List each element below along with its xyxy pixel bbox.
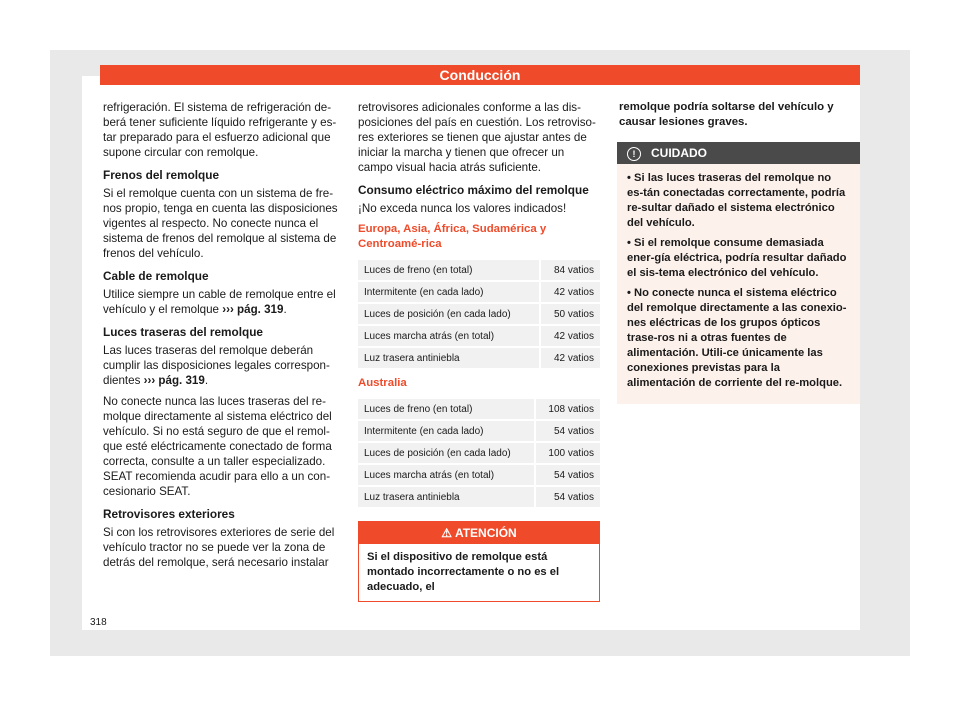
warning-triangle-icon: ⚠ <box>441 526 455 540</box>
table-row <box>358 304 600 324</box>
column-2 <box>358 100 600 602</box>
info-circle-icon: ! <box>627 147 641 161</box>
paragraph: refrigeración. El sistema de refrigeración de-berá tener suficiente líquido refrigerante y es-tar preparado para el esfuerzo adicional que supone circular con remolque. <box>103 101 337 159</box>
region-heading-europe: Europa, Asia, África, Sudamérica y Centroamé-rica <box>358 223 547 250</box>
caution-title: CUIDADO <box>651 146 707 160</box>
table-cell-value: 108 vatios <box>534 399 600 419</box>
warning-header <box>359 522 599 544</box>
heading-mirrors: Retrovisores exteriores <box>103 507 235 521</box>
heading-lights: Luces traseras del remolque <box>103 325 263 339</box>
table-cell-value: 42 vatios <box>539 282 600 302</box>
page-reference-link[interactable]: ››› pág. 319 <box>222 303 284 316</box>
section-header: Conducción <box>100 65 860 85</box>
warning-box <box>358 521 600 602</box>
table-cell-value: 42 vatios <box>539 348 600 368</box>
paragraph: No conecte nunca las luces traseras del re-molque directamente al sistema eléctrico del vehículo. Si no está seguro de que el remol-que esté eléctricamente conectado de forma correcta, consulte a un taller especializado. SEAT recomienda acudir para ello a un con-cesionario SEAT. <box>103 395 332 498</box>
caution-item <box>627 286 850 391</box>
caution-item-text: Si el remolque consume demasiada ener-gía eléctrica, podría resultar dañado el sis-tema electrónico del vehículo. <box>627 237 847 279</box>
table-cell-value: 84 vatios <box>539 260 600 280</box>
table-cell-value: 100 vatios <box>534 443 600 463</box>
warning-text: Si el dispositivo de remolque está montado incorrectamente o no es el adecuado, el <box>367 551 560 593</box>
table-cell-label: Luces marcha atrás (en total) <box>358 465 534 485</box>
column-1 <box>103 100 341 576</box>
table-row <box>358 260 600 280</box>
table-row <box>358 348 600 368</box>
paragraph: Las luces traseras del remolque deberán cumplir las disposiciones legales correspon-dientes ››› pág. 319. <box>103 344 330 387</box>
region-heading-australia: Australia <box>358 377 407 389</box>
paragraph: Si el remolque cuenta con un sistema de fre-nos propio, tenga en cuenta las disposiciones vigentes al respecto. No conecte nunca el sistema de frenos del remolque al sistema de frenos del vehículo. <box>103 187 338 260</box>
table-row <box>358 443 600 463</box>
paragraph-text: Las luces traseras del remolque deberán cumplir las disposiciones legales correspon-dientes <box>103 344 330 387</box>
caution-item <box>627 171 850 231</box>
table-cell-value: 54 vatios <box>534 487 600 507</box>
caution-header <box>617 142 860 164</box>
table-cell-label: Luces de posición (en cada lado) <box>358 443 534 463</box>
paragraph: retrovisores adicionales conforme a las dis-posiciones del país en cuestión. Los retroviso-res exteriores se tienen que ajustar antes de iniciar la marcha y tienen que ofrecer un campo visual hacia atrás suficiente. <box>358 101 596 174</box>
paragraph: Utilice siempre un cable de remolque entre el vehículo y el remolque ››› pág. 319. <box>103 288 336 316</box>
caution-item-text: Si las luces traseras del remolque no es-tán conectadas correctamente, podría re-sultar dañado el sistema electrónico del vehículo. <box>627 172 846 229</box>
consumption-table-australia <box>358 397 600 509</box>
table-cell-value: 54 vatios <box>534 421 600 441</box>
caution-list <box>617 164 860 404</box>
table-cell-value: 54 vatios <box>534 465 600 485</box>
table-row <box>358 421 600 441</box>
table-cell-label: Luces marcha atrás (en total) <box>358 326 539 346</box>
page-reference-link[interactable]: ››› pág. 319 <box>143 374 205 387</box>
page-number: 318 <box>90 617 107 628</box>
table-row <box>358 487 600 507</box>
table-cell-value: 42 vatios <box>539 326 600 346</box>
warning-continuation: remolque podría soltarse del vehículo y causar lesiones graves. <box>619 101 834 128</box>
warning-title: ATENCIÓN <box>454 526 517 540</box>
table-row <box>358 282 600 302</box>
heading-cable: Cable de remolque <box>103 269 209 283</box>
caution-box <box>617 142 860 404</box>
paragraph: ¡No exceda nunca los valores indicados! <box>358 202 567 215</box>
caution-item-text: No conecte nunca el sistema eléctrico del remolque directamente a las conexio-nes eléctricas de los grupos ópticos trase-ros ni a otras fuentes de alimentación. Utili-ce únicamente las conexiones previstas para la alimentación de corriente del re-molque. <box>627 287 847 389</box>
table-cell-label: Luces de freno (en total) <box>358 260 539 280</box>
table-cell-label: Luz trasera antiniebla <box>358 348 539 368</box>
heading-brakes: Frenos del remolque <box>103 168 220 182</box>
paragraph-text: Utilice siempre un cable de remolque entre el vehículo y el remolque <box>103 288 336 316</box>
table-cell-value: 50 vatios <box>539 304 600 324</box>
consumption-table-europe <box>358 258 600 370</box>
table-cell-label: Intermitente (en cada lado) <box>358 421 534 441</box>
table-cell-label: Intermitente (en cada lado) <box>358 282 539 302</box>
table-cell-label: Luces de posición (en cada lado) <box>358 304 539 324</box>
caution-item <box>627 236 850 281</box>
heading-consumption: Consumo eléctrico máximo del remolque <box>358 183 589 197</box>
paragraph: Si con los retrovisores exteriores de serie del vehículo tractor no se puede ver la zona de detrás del remolque, será necesario instalar <box>103 526 335 569</box>
column-3 <box>617 100 860 404</box>
bullet-icon: • <box>627 287 635 299</box>
bullet-icon: • <box>627 237 635 249</box>
table-row <box>358 326 600 346</box>
table-row <box>358 465 600 485</box>
bullet-icon: • <box>627 172 635 184</box>
table-cell-label: Luces de freno (en total) <box>358 399 534 419</box>
table-cell-label: Luz trasera antiniebla <box>358 487 534 507</box>
table-row <box>358 399 600 419</box>
